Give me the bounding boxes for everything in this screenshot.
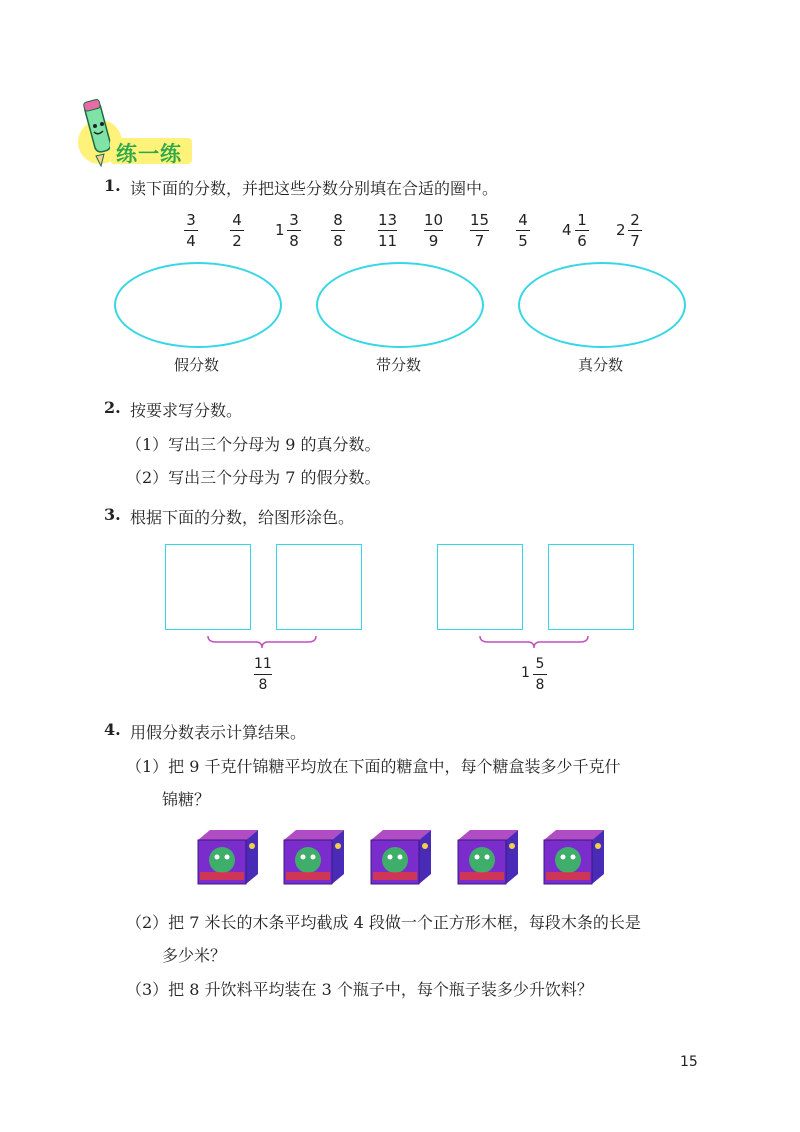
- q2-number: 2.: [104, 398, 121, 417]
- candy-box-icon: [538, 826, 608, 886]
- improper-fraction-circle[interactable]: [114, 262, 282, 348]
- candy-box-icon: [452, 826, 522, 886]
- page-title: 练一练: [116, 142, 182, 166]
- candy-box-icon: [278, 826, 348, 886]
- q4-sub2-line1: （2）把 7 米长的木条平均截成 4 段做一个正方形木框，每段木条的长是: [126, 913, 641, 932]
- square-1[interactable]: [165, 544, 251, 630]
- q2-sub1: （1）写出三个分母为 9 的真分数。: [126, 435, 381, 454]
- mixed-number-label: 带分数: [376, 356, 422, 374]
- candy-box-icon: [365, 826, 435, 886]
- proper-fraction-circle[interactable]: [518, 262, 686, 348]
- q4-sub2-line2: 多少米？: [162, 946, 227, 965]
- square-2[interactable]: [276, 544, 362, 630]
- q4-sub1-line1: （1）把 9 千克什锦糖平均放在下面的糖盒中，每个糖盒装多少千克什: [126, 757, 621, 776]
- q3-text: 根据下面的分数，给图形涂色。: [130, 508, 355, 527]
- page-number: 15: [680, 1054, 698, 1070]
- q4-text: 用假分数表示计算结果。: [130, 723, 307, 742]
- q4-number: 4.: [104, 720, 121, 739]
- q3-number: 3.: [104, 505, 121, 524]
- q1-number: 1.: [104, 176, 121, 195]
- candy-box-icon: [192, 826, 262, 886]
- q2-text: 按要求写分数。: [130, 401, 243, 420]
- q1-text: 读下面的分数，并把这些分数分别填在合适的圈中。: [130, 179, 499, 198]
- q4-sub3: （3）把 8 升饮料平均装在 3 个瓶子中，每个瓶子装多少升饮料？: [126, 980, 593, 999]
- proper-fraction-label: 真分数: [578, 356, 624, 374]
- q4-sub1-line2: 锦糖？: [162, 790, 211, 809]
- right-brace: [478, 634, 590, 650]
- left-brace: [206, 634, 318, 650]
- mixed-number-circle[interactable]: [316, 262, 484, 348]
- q2-sub2: （2）写出三个分母为 7 的假分数。: [126, 468, 381, 487]
- header: [78, 98, 208, 168]
- square-3[interactable]: [437, 544, 523, 630]
- improper-fraction-label: 假分数: [174, 356, 220, 374]
- square-4[interactable]: [548, 544, 634, 630]
